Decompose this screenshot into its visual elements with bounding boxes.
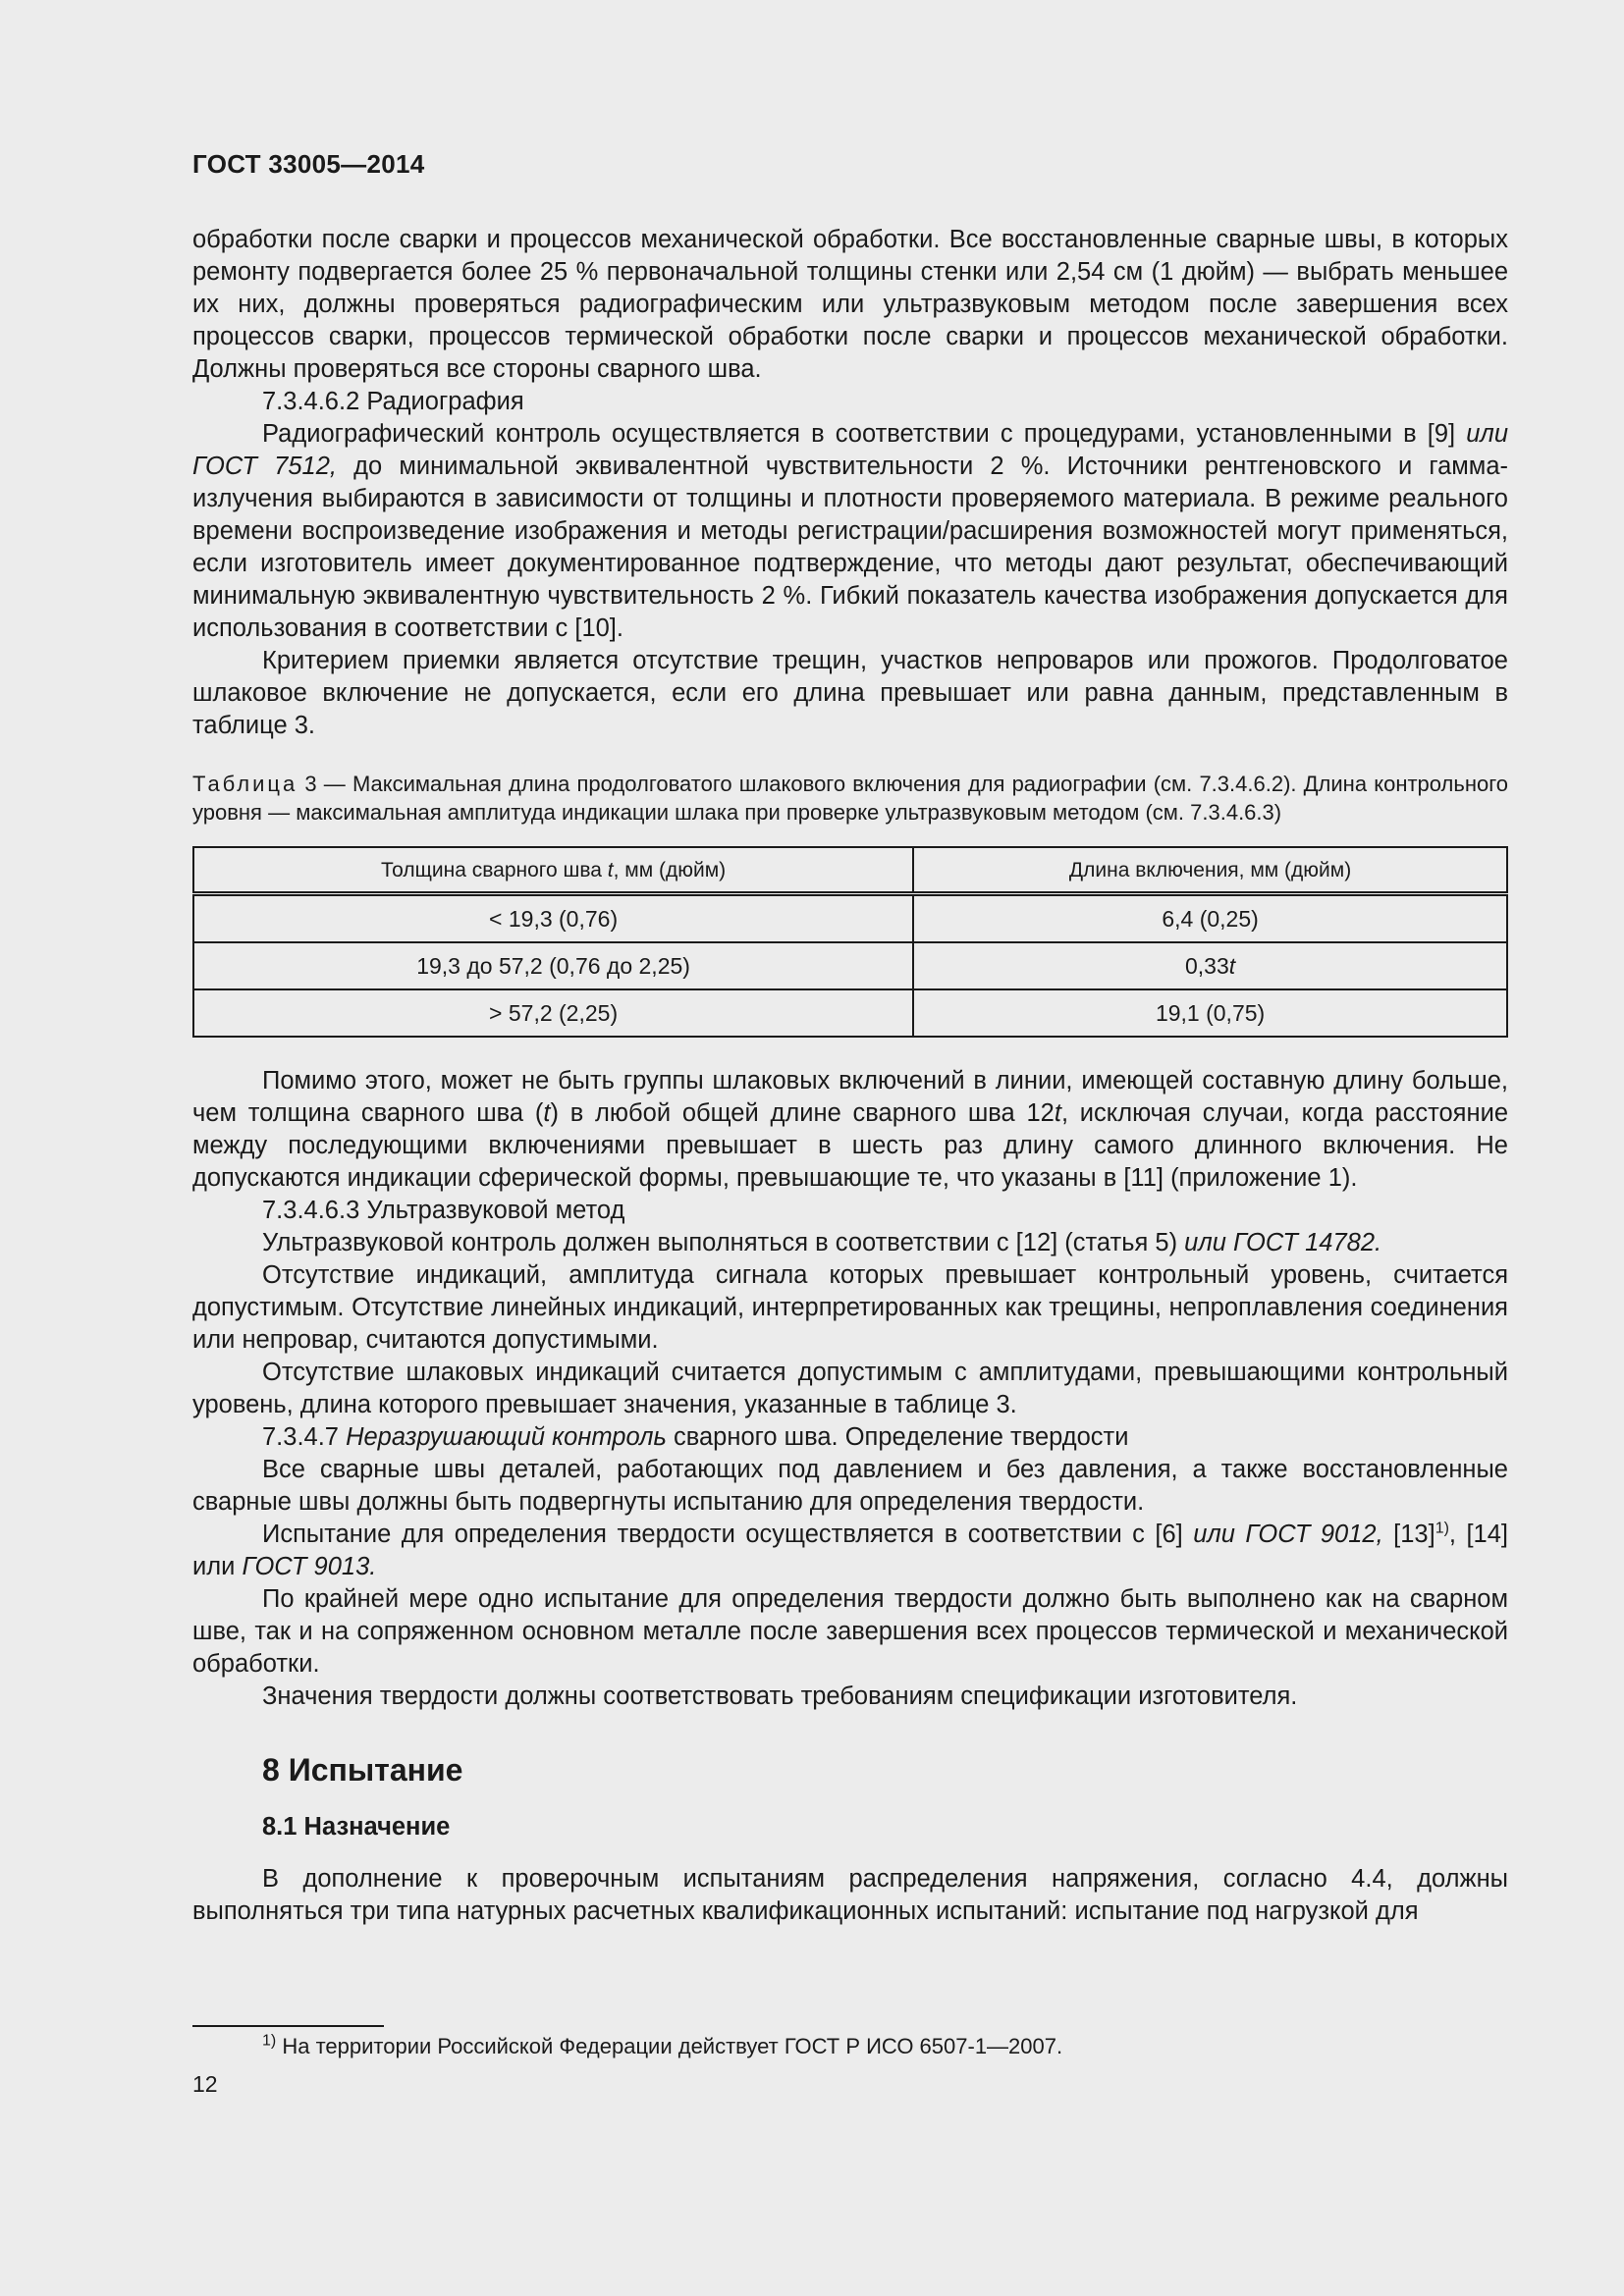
table-header-thickness: Толщина сварного шва t, мм (дюйм): [193, 847, 913, 894]
section-heading-testing: 8 Испытание: [262, 1752, 463, 1788]
paragraph-qualification-tests: В дополнение к проверочным испытаниям распределения напряжения, согласно 4.4, должны выполняться три типа натурных расчетных квалификационных испытаний: испытание под нагрузкой для: [192, 1865, 1508, 1925]
table-row: [193, 989, 1507, 1037]
paragraph-repair-welds: обработки после сварки и процессов механической обработки. Все восстановленные сварные швы, в которых ремонту подвергается более 25 % первоначальной толщины стенки или 2,54 см (1 дюйм) — выбрать меньшее их них, должны проверяться радиографическим или ультразвуковым методом после завершения всех процессов сварки, процессов термической обработки после сварки и процессов механической обработки. Должны проверяться все стороны сварного шва.: [192, 226, 1508, 383]
paragraph-hardness-locations: По крайней мере одно испытание для определения твердости должно быть выполнено как на сварном шве, так и на сопряженном основном металле после завершения всех процессов термической и механической обработки.: [192, 1585, 1508, 1678]
paragraph-hardness-testing-scope: Все сварные швы деталей, работающих под давлением и без давления, а также восстановленные сварные швы должны быть подвергнуты испытанию для определения твердости.: [192, 1456, 1508, 1516]
footnote-mark: 1): [262, 2032, 277, 2050]
footnote-marker: 1): [1435, 1520, 1449, 1537]
table-cell: 6,4 (0,25): [913, 894, 1507, 943]
reference-gost-14782: или ГОСТ 14782.: [1184, 1229, 1382, 1256]
section-heading-ultrasonic: 7.3.4.6.3 Ультразвуковой метод: [262, 1197, 625, 1224]
table-row: [193, 942, 1507, 989]
paragraph-hardness-standards: Испытание для определения твердости осуществляется в соответствии с [6] или ГОСТ 9012, $[13]^{1)}$, [14] или ГОСТ 9013.: [192, 1520, 1508, 1580]
page-number: 12: [192, 2071, 218, 2097]
subsection-heading-purpose: 8.1 Назначение: [262, 1813, 451, 1841]
section-heading-radiography: 7.3.4.6.2 Радиография: [262, 388, 524, 415]
paragraph-slag-indications: Отсутствие шлаковых индикаций считается допустимым с амплитудами, превышающими контрольный уровень, длина которого превышает значения, указанные в таблице 3.: [192, 1359, 1508, 1418]
table-cell: 0,33t: [913, 942, 1507, 989]
table-caption: Таблица 3 — Максимальная длина продолговатого шлакового включения для радиографии (см. 7.3.4.6.2). Длина контрольного уровня — максимальная амплитуда индикации шлака при проверке ультразвуковым методом (см. 7.3.4.6.3): [192, 772, 1508, 825]
paragraph-indications: Отсутствие индикаций, амплитуда сигнала которых превышает контрольный уровень, считается допустимым. Отсутствие линейных индикаций, интерпретированных как трещины, непроплавления соединения или непровар, считаются допустимыми.: [192, 1261, 1508, 1354]
paragraph-ultrasonic-control: Ультразвуковой контроль должен выполняться в соответствии с [12] (статья 5) или ГОСТ 14782.: [262, 1229, 1382, 1256]
table-cell: 19,3 до 57,2 (0,76 до 2,25): [193, 942, 913, 989]
body-content: [192, 224, 1508, 1928]
slag-inclusion-table: [192, 846, 1508, 1038]
table-cell: 19,1 (0,75): [913, 989, 1507, 1037]
paragraph-slag-groups: Помимо этого, может не быть группы шлаковых включений в линии, имеющей составную длину больше, чем толщина сварного шва (t) в любой общей длине сварного шва 12t, исключая случаи, когда расстояние между последующими включениями превышает в шесть раз длину самого длинного включения. Не допускаются индикации сферической формы, превышающие те, что указаны в [11] (приложение 1).: [192, 1067, 1509, 1192]
document-code-header: ГОСТ 33005—2014: [192, 149, 425, 179]
table-cell: > 57,2 (2,25): [193, 989, 913, 1037]
table-row: [193, 894, 1507, 943]
reference-gost-7512: или ГОСТ 7512,: [192, 420, 1508, 480]
footnote: $^{1)}$ На территории Российской Федерации действует ГОСТ Р ИСО 6507-1—2007.: [262, 2032, 1063, 2058]
section-heading-ndt-hardness: 7.3.4.7 Неразрушающий контроль сварного шва. Определение твердости: [262, 1423, 1129, 1451]
table-header-length: Длина включения, мм (дюйм): [913, 847, 1507, 894]
paragraph-acceptance-criteria: Критерием приемки является отсутствие трещин, участков непроваров или прожогов. Продолговатое шлаковое включение не допускается, если его длина превышает или равна данным, представленным в таблице 3.: [192, 647, 1508, 739]
paragraph-hardness-values: Значения твердости должны соответствовать требованиям спецификации изготовителя.: [262, 1682, 1298, 1710]
footnote-divider: [192, 2025, 384, 2027]
paragraph-radiography-control: Радиографический контроль осуществляется в соответствии с процедурами, установленными в [9] или ГОСТ 7512, до минимальной эквивалентной чувствительности 2 %. Источники рентгеновского и гамма-излучения выбираются в зависимости от толщины и плотности проверяемого материала. В режиме реального времени воспроизведение изображения и методы регистрации/расширения возможностей могут применяться, если изготовитель имеет документированное подтверждение, что методы дают результат, обеспечивающий минимальную эквивалентную чувствительность 2 %. Гибкий показатель качества изображения допускается для использования в соответствии с [10].: [192, 420, 1509, 642]
table-cell: < 19,3 (0,76): [193, 894, 913, 943]
